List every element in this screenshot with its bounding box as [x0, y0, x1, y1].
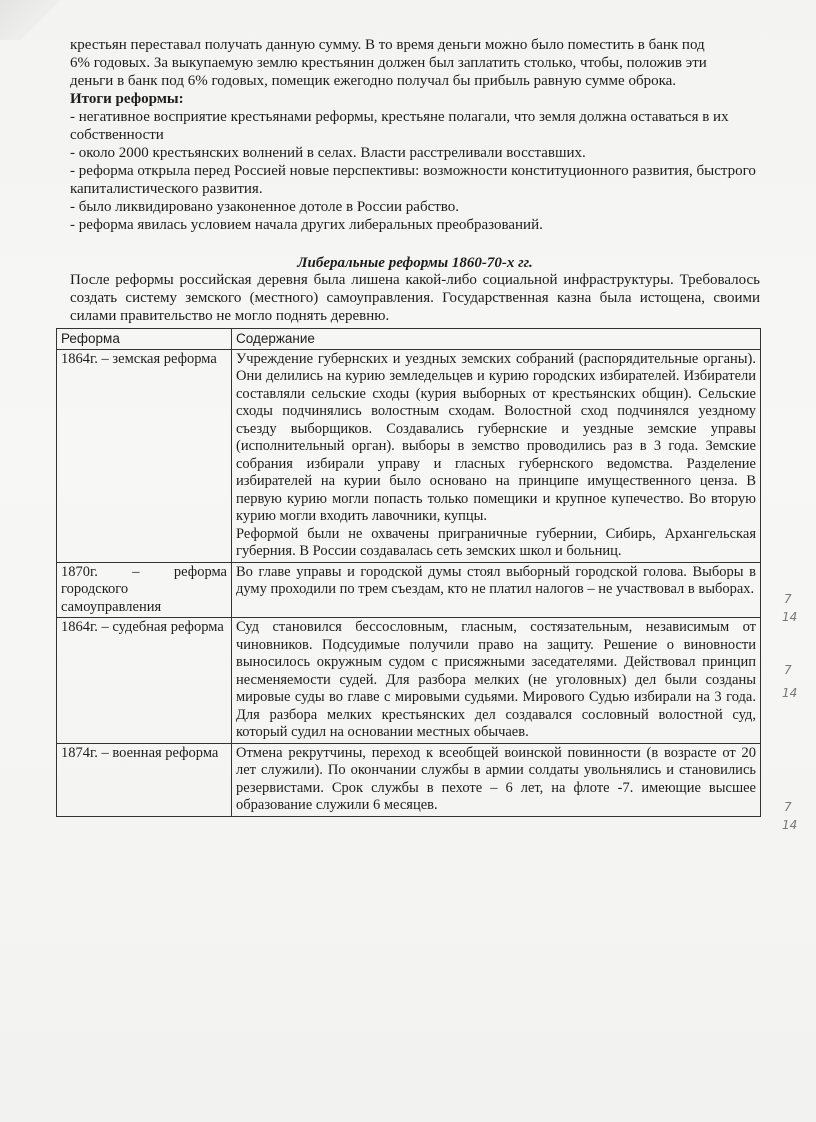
margin-note: 14	[782, 818, 798, 832]
reform-content-cell: Отмена рекрутчины, переход к всеобщей воинской повинности (в возрасте от 20 лет служили). По окончании службы в армии солдаты увольнялись и становились резервистами. Срок службы в пехоте – 6 лет, на флоте -7. имеющие высшее образование служили 6 месяцев.	[232, 743, 761, 816]
reform-content-text: Учреждение губернских и уездных земских собраний (распорядительные органы). Они делились на курию земледельцев и курию городских избирателей. Избиратели составляли сельские сходы (курия выборных от крестьянских общин). Сельские сходы подчинялись волостным сходам. Волостной сход подчинялся уездному съезду выборщиков. Создавались губернские и уездные земские управы (исполнительный орган). выборы в земство проводились раз в 3 года. Земские собрания избирали управу и гласных губернского ведомства. Разделение избирателей на курии было основано на принципе имущественного ценза. В первую курию могли попасть только помещики и крупное купечество. Во вторую курию могли входить лавочники, купцы.	[236, 350, 756, 524]
margin-note: 7	[784, 592, 792, 606]
reform-content-cell: Суд становился бессословным, гласным, состязательным, независимым от чиновников. Подсудимые получили право на защиту. Решение о виновности выносилось окружным судом с присяжными заседателями. Действовал принцип несменяемости судей. Для разбора мелких (не уголовных) дел были созданы мировые суды во главе с мировыми судьями. Мирового Судью избирали на 3 года. Для разбора мелких крестьянских дел создавался сословный волостной суд, который судил на основании местных обычаев.	[232, 618, 761, 744]
results-item: - было ликвидировано узаконенное дотоле в России рабство.	[70, 199, 460, 215]
margin-note: 14	[782, 686, 798, 700]
top-text-block	[70, 36, 760, 234]
table-row	[57, 743, 761, 816]
reform-content-cell: Во главе управы и городской думы стоял выборный городской голова. Выборы в думу проходили по трем съездам, кто не платил налогов – не участвовал в выборах.	[232, 562, 761, 618]
reform-content-cell	[232, 349, 761, 562]
results-item: - реформа явилась условием начала других либеральных преобразований.	[70, 217, 543, 233]
margin-note: 14	[782, 610, 798, 624]
results-item: - негативное восприятие крестьянами реформы, крестьяне полагали, что земля должна оставаться в их собственности	[70, 109, 729, 143]
paragraph-line: 6% годовых. За выкупаемую землю крестьянин должен был заплатить столько, чтобы, положив эти	[70, 55, 707, 71]
table-row	[57, 349, 761, 562]
margin-note: 7	[784, 800, 792, 814]
results-heading: Итоги реформы:	[70, 91, 184, 107]
paragraph-line: крестьян переставал получать данную сумму. В то время деньги можно было поместить в банк под	[70, 37, 705, 53]
table-row	[57, 562, 761, 618]
column-header-reform: Реформа	[57, 329, 232, 350]
paragraph-line: деньги в банк под 6% годовых, помещик ежегодно получал бы прибыль равную сумме оброка.	[70, 73, 677, 89]
reforms-table	[56, 328, 761, 817]
section-intro: После реформы российская деревня была лишена какой-либо социальной инфраструктуры. Требовалось создать систему земского (местного) самоуправления. Государственная казна была истощена, своими силами правительство не могло поднять деревню.	[70, 272, 760, 324]
table-row	[57, 618, 761, 744]
reform-content-text: Реформой были не охвачены приграничные губернии, Сибирь, Архангельская губерния. В России создавалась сеть земских школ и больниц.	[236, 525, 756, 559]
table-header-row	[57, 329, 761, 350]
column-header-content: Содержание	[232, 329, 761, 350]
results-item: - около 2000 крестьянских волнений в селах. Власти расстреливали восставших.	[70, 145, 586, 161]
margin-note: 7	[784, 663, 792, 677]
section-title: Либеральные реформы 1860-70-х гг.	[297, 255, 533, 271]
reform-name-cell: 1864г. – судебная реформа	[57, 618, 232, 744]
reform-name-cell: 1864г. – земская реформа	[57, 349, 232, 562]
results-item: - реформа открыла перед Россией новые перспективы: возможности конституционного развития, быстрого капиталистического развития.	[70, 163, 756, 197]
reform-name-cell: 1874г. – военная реформа	[57, 743, 232, 816]
folded-corner	[0, 0, 60, 40]
reform-name-cell: 1870г. – реформа городского самоуправления	[57, 562, 232, 618]
